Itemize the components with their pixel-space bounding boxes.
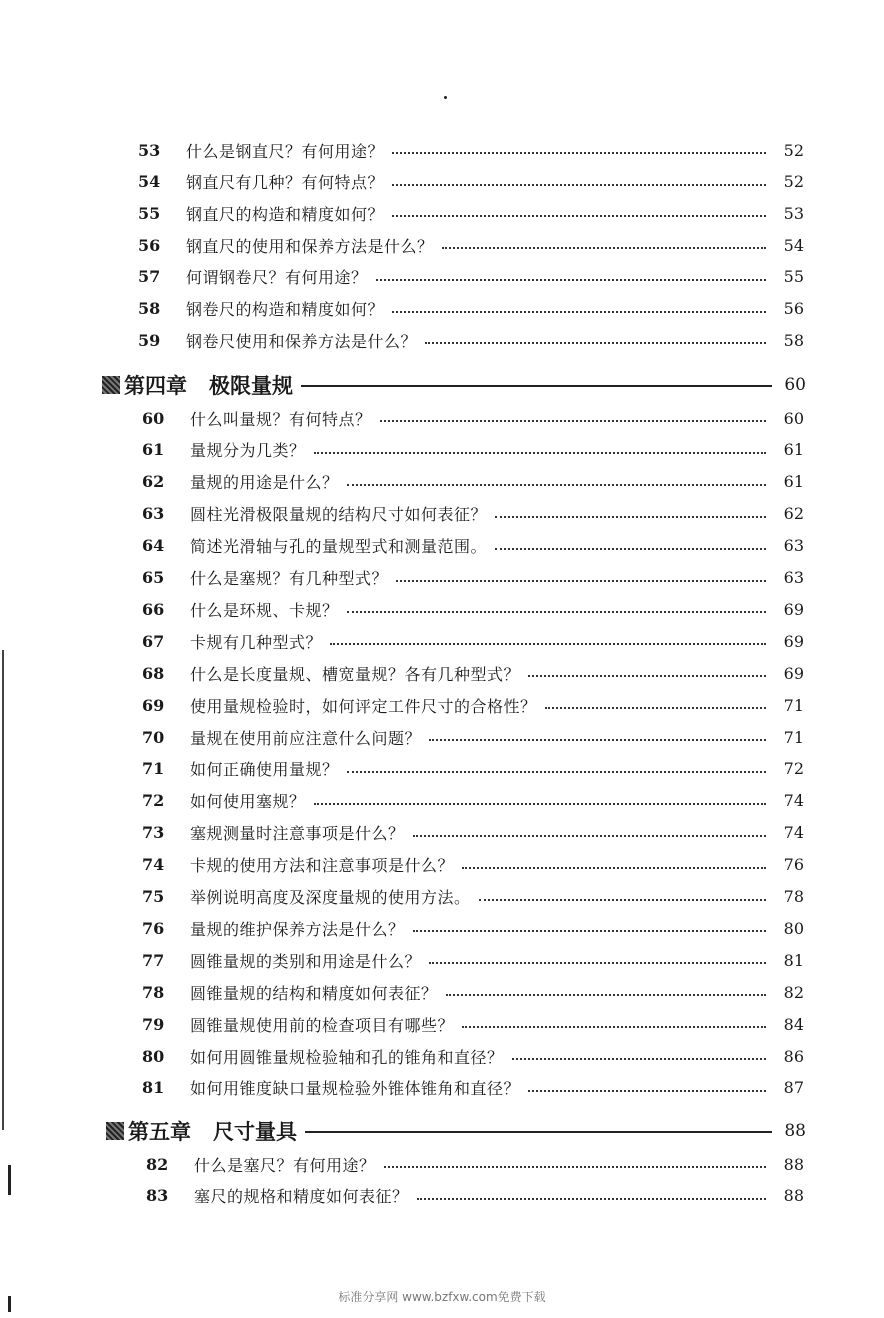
- entry-title: 圆锥量规的结构和精度如何表征？: [190, 983, 438, 1003]
- chapter-rule: [301, 385, 772, 387]
- entry-title: 塞规测量时注意事项是什么？: [190, 824, 405, 844]
- entry-title: 钢直尺的使用和保养方法是什么？: [186, 236, 434, 256]
- toc-entry[interactable]: [136, 167, 804, 197]
- entry-number: 78: [142, 982, 165, 1002]
- toc-entry[interactable]: [140, 818, 804, 848]
- toc-entry[interactable]: [140, 626, 804, 656]
- entry-title: 钢卷尺使用和保养方法是什么？: [186, 331, 418, 351]
- entry-page-number: 72: [783, 759, 804, 779]
- entry-title: 如何使用塞规？: [190, 792, 306, 812]
- entry-number: 61: [142, 440, 165, 460]
- toc-entry[interactable]: [140, 531, 804, 561]
- entry-number: 75: [142, 887, 165, 906]
- toc-entry[interactable]: [140, 754, 804, 784]
- entry-page-number: 63: [783, 536, 804, 556]
- toc-entry[interactable]: [140, 1009, 804, 1039]
- dot-leader: [380, 420, 766, 422]
- toc-entry[interactable]: [140, 882, 804, 912]
- entry-number: 58: [138, 299, 161, 318]
- chapter-label: 第四章: [124, 374, 187, 398]
- dot-leader: [330, 643, 766, 645]
- dot-leader: [384, 1166, 766, 1168]
- toc-entry[interactable]: [136, 135, 804, 165]
- toc-entry[interactable]: [140, 945, 804, 975]
- entry-title: 塞尺的规格和精度如何表征？: [194, 1187, 409, 1206]
- entry-title: 使用量规检验时，如何评定工件尺寸的合格性？: [190, 696, 537, 716]
- toc-entry[interactable]: [140, 850, 804, 880]
- entry-number: 63: [142, 504, 165, 524]
- entry-page-number: 52: [783, 172, 804, 192]
- entry-page-number: 61: [783, 440, 804, 460]
- entry-page-number: 63: [783, 568, 804, 587]
- entry-page-number: 58: [783, 330, 804, 350]
- toc-entry[interactable]: [136, 198, 804, 228]
- entry-page-number: 84: [783, 1014, 804, 1034]
- toc-entry[interactable]: [140, 913, 804, 943]
- entry-title: 圆锥量规使用前的检查项目有哪些？: [190, 1015, 455, 1035]
- entry-number: 80: [142, 1046, 165, 1066]
- dot-leader: [347, 771, 766, 773]
- toc-entry[interactable]: [140, 435, 804, 465]
- entry-title: 举例说明高度及深度量规的使用方法。: [190, 888, 471, 907]
- toc-entry[interactable]: [144, 1149, 804, 1179]
- entry-page-number: 82: [783, 982, 804, 1002]
- entry-number: 55: [138, 203, 161, 223]
- chapter-title: 尺寸量具: [213, 1120, 297, 1144]
- entry-page-number: 60: [783, 408, 804, 428]
- entry-title: 量规的维护保养方法是什么？: [190, 919, 405, 939]
- dot-leader: [392, 215, 766, 217]
- entry-number: 69: [142, 695, 165, 715]
- entry-title: 卡规有几种型式？: [190, 632, 323, 652]
- toc-entry[interactable]: [136, 262, 804, 292]
- scan-edge-mark: [8, 1165, 11, 1195]
- entry-number: 53: [138, 140, 161, 160]
- chapter-label: 第五章: [128, 1120, 191, 1144]
- dot-leader: [314, 803, 766, 805]
- toc-entry[interactable]: [140, 594, 804, 624]
- entry-number: 59: [138, 330, 161, 350]
- entry-number: 62: [142, 472, 165, 492]
- entry-title: 什么是钢直尺？有何用途？: [186, 141, 385, 161]
- dot-leader: [376, 279, 766, 281]
- entry-page-number: 80: [783, 918, 804, 938]
- entry-page-number: 78: [783, 887, 804, 906]
- dot-leader: [545, 707, 766, 709]
- dot-leader: [495, 548, 766, 550]
- entry-number: 81: [142, 1078, 165, 1098]
- toc-entry[interactable]: [136, 230, 804, 260]
- entry-page-number: 87: [783, 1078, 804, 1098]
- entry-number: 67: [142, 631, 165, 651]
- dot-leader: [347, 484, 766, 486]
- entry-title: 简述光滑轴与孔的量规型式和测量范围。: [190, 537, 488, 557]
- toc-entry[interactable]: [144, 1181, 804, 1211]
- dot-leader: [417, 1198, 766, 1200]
- entry-title: 什么是塞尺？有何用途？: [194, 1155, 376, 1175]
- page-dot: [444, 96, 447, 99]
- chapter-rule: [305, 1131, 772, 1133]
- entry-page-number: 69: [783, 599, 804, 619]
- entry-title: 量规的用途是什么？: [190, 473, 339, 493]
- chapter-marker-icon: [106, 1122, 124, 1140]
- dot-leader: [429, 739, 766, 741]
- chapter-title: 极限量规: [209, 374, 293, 398]
- entry-page-number: 62: [783, 504, 804, 524]
- dot-leader: [413, 835, 766, 837]
- entry-number: 73: [142, 823, 165, 843]
- toc-entry[interactable]: [140, 690, 804, 720]
- entry-title: 量规在使用前应注意什么问题？: [190, 728, 422, 748]
- toc-entry[interactable]: [140, 786, 804, 816]
- dot-leader: [462, 867, 766, 869]
- toc-entry[interactable]: [136, 294, 804, 324]
- dot-leader: [512, 1058, 766, 1060]
- dot-leader: [392, 152, 766, 154]
- entry-title: 卡规的使用方法和注意事项是什么？: [190, 856, 455, 876]
- entry-number: 64: [142, 536, 165, 556]
- toc-entry[interactable]: [136, 325, 804, 355]
- entry-number: 70: [142, 727, 165, 747]
- toc-entry[interactable]: [140, 1041, 804, 1071]
- entry-page-number: 74: [783, 823, 804, 843]
- entry-page-number: 53: [783, 203, 804, 223]
- dot-leader: [425, 342, 766, 344]
- chapter-page-number: 60: [784, 375, 806, 395]
- dot-leader: [446, 994, 766, 996]
- entry-page-number: 76: [783, 855, 804, 875]
- dot-leader: [413, 930, 766, 932]
- entry-number: 74: [142, 855, 165, 875]
- dot-leader: [528, 1090, 766, 1092]
- toc-entry[interactable]: [140, 977, 804, 1007]
- entry-number: 65: [142, 568, 165, 587]
- entry-number: 57: [138, 267, 161, 287]
- entry-number: 54: [138, 172, 161, 192]
- dot-leader: [479, 899, 766, 901]
- scan-edge-mark: [2, 650, 4, 1130]
- entry-page-number: 88: [783, 1154, 804, 1174]
- entry-title: 钢直尺的构造和精度如何？: [186, 204, 385, 224]
- dot-leader: [442, 247, 766, 249]
- toc-entry[interactable]: [140, 1073, 804, 1103]
- dot-leader: [347, 611, 766, 613]
- entry-page-number: 52: [783, 140, 804, 160]
- chapter-5-heading[interactable]: [106, 1114, 806, 1148]
- entry-page-number: 71: [783, 695, 804, 715]
- dot-leader: [392, 311, 766, 313]
- entry-page-number: 54: [783, 235, 804, 255]
- dot-leader: [528, 675, 766, 677]
- entry-number: 76: [142, 918, 165, 938]
- entry-page-number: 74: [783, 791, 804, 811]
- entry-page-number: 86: [783, 1046, 804, 1066]
- entry-number: 82: [146, 1154, 169, 1174]
- entry-page-number: 61: [783, 472, 804, 492]
- entry-number: 77: [142, 950, 165, 970]
- entry-title: 什么是塞规？有几种型式？: [190, 569, 389, 588]
- dot-leader: [396, 580, 766, 582]
- dot-leader: [462, 1026, 766, 1028]
- toc-entry[interactable]: [140, 403, 804, 433]
- toc-entry[interactable]: [140, 499, 804, 529]
- entry-title: 如何正确使用量规？: [190, 760, 339, 780]
- entry-number: 71: [142, 759, 165, 779]
- entry-title: 量规分为几类？: [190, 441, 306, 461]
- entry-number: 56: [138, 235, 161, 255]
- entry-page-number: 88: [783, 1186, 804, 1205]
- entry-number: 79: [142, 1014, 165, 1034]
- entry-title: 何谓钢卷尺？有何用途？: [186, 268, 368, 288]
- entry-number: 83: [146, 1186, 169, 1205]
- toc-entry[interactable]: [140, 467, 804, 497]
- dot-leader: [495, 516, 766, 518]
- entry-title: 什么叫量规？有何特点？: [190, 409, 372, 429]
- chapter-page-number: 88: [784, 1121, 806, 1141]
- chapter-marker-icon: [102, 376, 120, 394]
- entry-number: 72: [142, 791, 165, 811]
- toc-entry[interactable]: [140, 722, 804, 752]
- entry-title: 什么是长度量规、槽宽量规？各有几种型式？: [190, 664, 521, 684]
- entry-title: 钢卷尺的构造和精度如何？: [186, 300, 385, 319]
- entry-number: 68: [142, 663, 165, 683]
- dot-leader: [314, 452, 766, 454]
- entry-title: 如何用锥度缺口量规检验外锥体锥角和直径？: [190, 1079, 521, 1099]
- entry-page-number: 81: [783, 950, 804, 970]
- entry-page-number: 71: [783, 727, 804, 747]
- dot-leader: [429, 962, 766, 964]
- scan-edge-mark: [8, 1296, 11, 1312]
- entry-page-number: 56: [783, 299, 804, 318]
- entry-title: 钢直尺有几种？有何特点？: [186, 173, 385, 193]
- chapter-4-heading[interactable]: [102, 368, 806, 402]
- entry-page-number: 55: [783, 267, 804, 287]
- entry-page-number: 69: [783, 663, 804, 683]
- dot-leader: [392, 184, 766, 186]
- entry-title: 什么是环规、卡规？: [190, 600, 339, 620]
- toc-entry[interactable]: [140, 563, 804, 593]
- entry-number: 66: [142, 599, 165, 619]
- entry-number: 60: [142, 408, 165, 428]
- footer-watermark: 标准分享网 www.bzfxw.com免费下载: [338, 1290, 546, 1304]
- toc-entry[interactable]: [140, 658, 804, 688]
- entry-title: 圆柱光滑极限量规的结构尺寸如何表征？: [190, 505, 488, 525]
- entry-page-number: 69: [783, 631, 804, 651]
- entry-title: 圆锥量规的类别和用途是什么？: [190, 951, 422, 971]
- entry-title: 如何用圆锥量规检验轴和孔的锥角和直径？: [190, 1047, 504, 1067]
